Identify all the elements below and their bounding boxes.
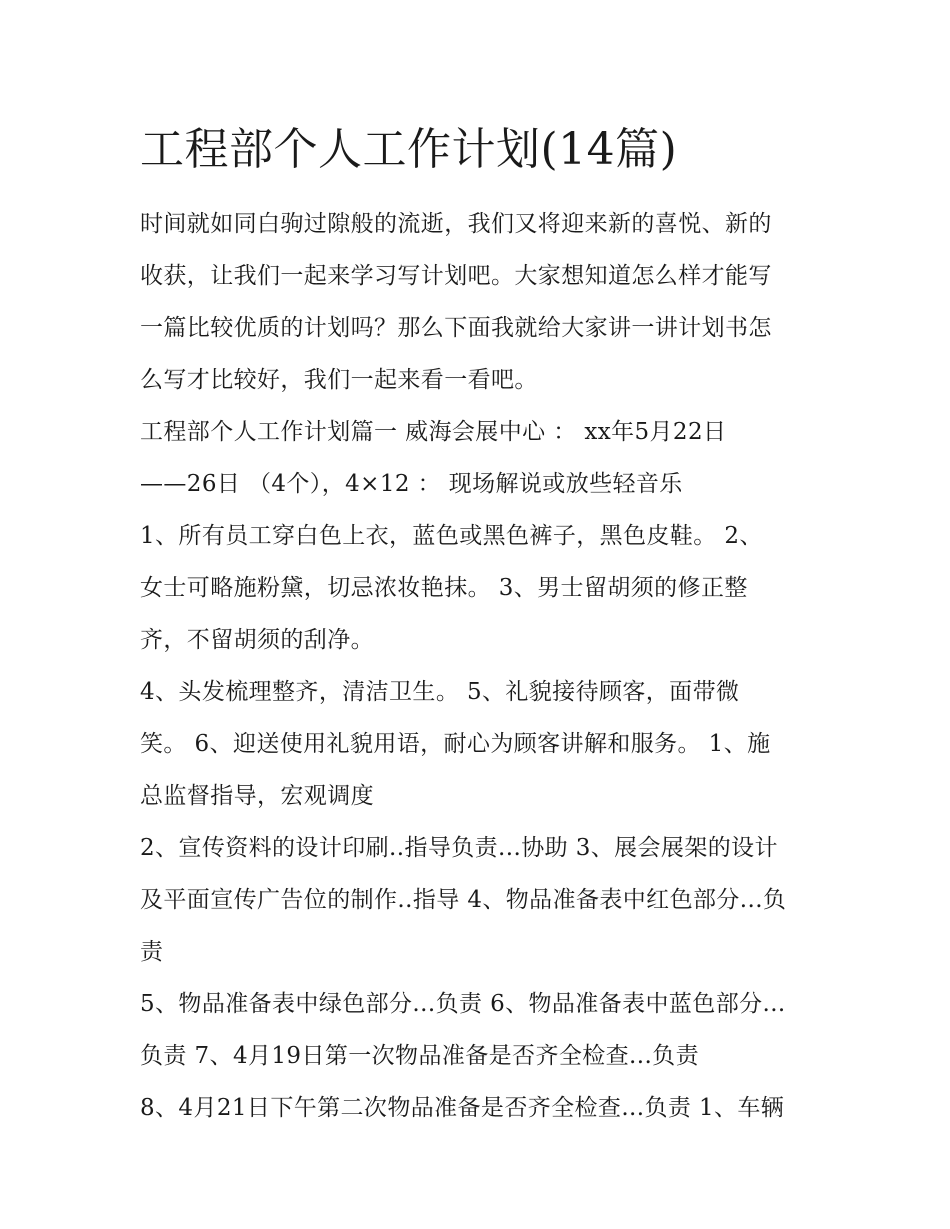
body-line: 女士可略施粉黛，切忌浓妆艳抹。 3、男士留胡须的修正整 xyxy=(140,575,748,601)
body-line: 齐，不留胡须的刮净。 xyxy=(140,627,374,653)
body-line: ——26日 （4个），4×12 ： 现场解说或放些轻音乐 xyxy=(140,471,683,497)
body-line: 总监督指导，宏观调度 xyxy=(140,783,374,809)
document-page xyxy=(140,118,815,1134)
body-line: 负责 7、4月19日第一次物品准备是否齐全检查...负责 xyxy=(140,1043,699,1069)
body-line: 4、头发梳理整齐，清洁卫生。 5、礼貌接待顾客，面带微 xyxy=(140,679,740,705)
body-line: 责 xyxy=(140,939,164,965)
document-title: 工程部个人工作计划(14篇) xyxy=(140,124,678,175)
body-line: 一篇比较优质的计划吗？那么下面我就给大家讲一讲计划书怎 xyxy=(140,315,772,341)
body-line: 收获，让我们一起来学习写计划吧。大家想知道怎么样才能写 xyxy=(140,263,772,289)
body-line: 时间就如同白驹过隙般的流逝，我们又将迎来新的喜悦、新的 xyxy=(140,211,772,237)
body-line: 5、物品准备表中绿色部分...负责 6、物品准备表中蓝色部分... xyxy=(140,991,786,1017)
body-line: 2、宣传资料的设计印刷..指导负责...协助 3、展会展架的设计 xyxy=(140,835,778,861)
body-line: 么写才比较好，我们一起来看一看吧。 xyxy=(140,367,538,393)
body-line: 1、所有员工穿白色上衣，蓝色或黑色裤子，黑色皮鞋。 2、 xyxy=(140,523,763,549)
document-body xyxy=(140,198,815,1134)
body-line: 工程部个人工作计划篇一 威海会展中心 ： xx年5月22日 xyxy=(140,419,727,445)
body-line: 8、4月21日下午第二次物品准备是否齐全检查...负责 1、车辆 xyxy=(140,1095,785,1121)
body-line: 及平面宣传广告位的制作..指导 4、物品准备表中红色部分...负 xyxy=(140,887,787,913)
body-line: 笑。 6、迎送使用礼貌用语，耐心为顾客讲解和服务。 1、施 xyxy=(140,731,771,757)
